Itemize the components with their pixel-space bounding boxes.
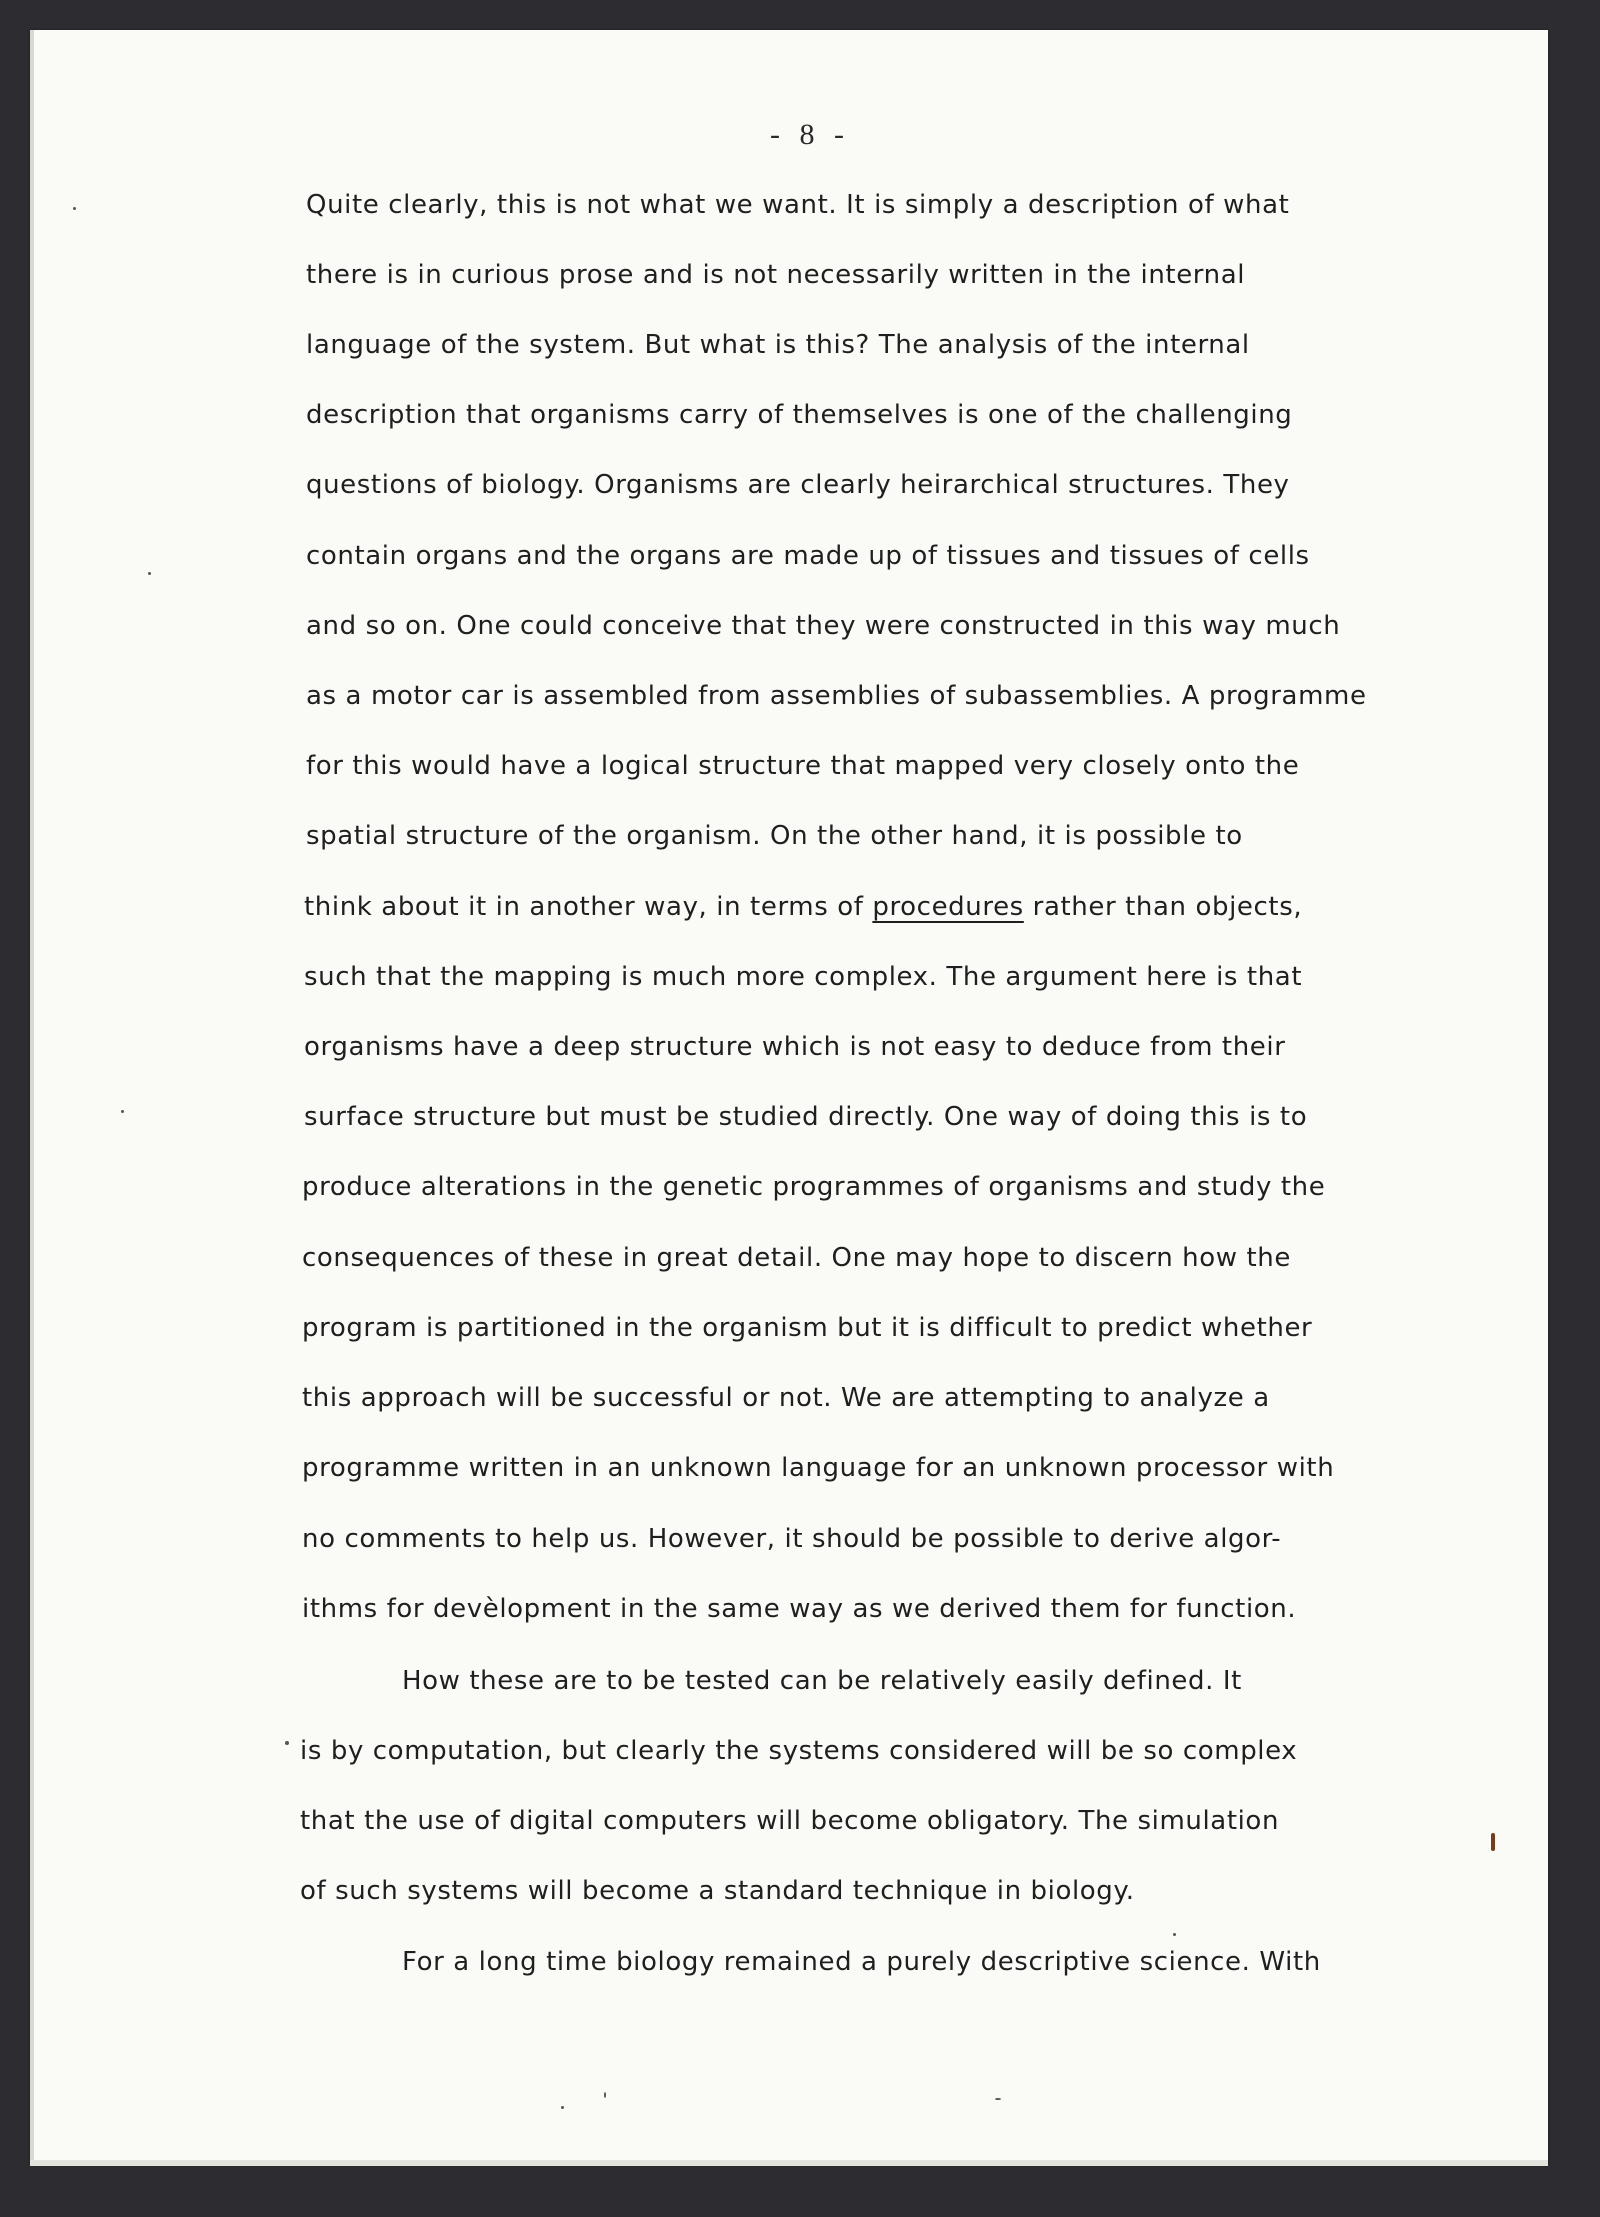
text-line: How these are to be tested can be relatively easily defined. It — [402, 1666, 1242, 1696]
scan-speck — [995, 2098, 1001, 2100]
text-line: questions of biology. Organisms are clearly heirarchical structures. They — [306, 470, 1290, 500]
text-line: spatial structure of the organism. On the other hand, it is possible to — [306, 821, 1243, 851]
text-line: such that the mapping is much more complex. The argument here is that — [304, 962, 1303, 992]
scan-speck — [285, 1741, 289, 1745]
scan-speck — [73, 207, 76, 210]
text-line: no comments to help us. However, it should be possible to derive algor- — [302, 1524, 1282, 1554]
text-line — [304, 892, 1302, 922]
page-number: - 8 - — [770, 118, 850, 151]
text-line: language of the system. But what is this? The analysis of the internal — [306, 330, 1250, 360]
text-line: this approach will be successful or not. We are attempting to analyze a — [302, 1383, 1270, 1413]
text-line: programme written in an unknown language for an unknown processor with — [302, 1453, 1335, 1483]
text-line: produce alterations in the genetic programmes of organisms and study the — [302, 1172, 1326, 1202]
text-line: contain organs and the organs are made up of tissues and tissues of cells — [306, 541, 1310, 571]
scan-speck — [148, 572, 151, 575]
scan-speck — [561, 2106, 564, 2109]
text-line: surface structure but must be studied directly. One way of doing this is to — [304, 1102, 1308, 1132]
text-line: and so on. One could conceive that they were constructed in this way much — [306, 611, 1341, 641]
scan-speck — [604, 2092, 606, 2098]
text-line: description that organisms carry of themselves is one of the challenging — [306, 400, 1293, 430]
text-line: there is in curious prose and is not necessarily written in the internal — [306, 260, 1246, 290]
text-segment: rather than objects, — [1023, 892, 1303, 922]
text-line: For a long time biology remained a purely descriptive science. With — [402, 1947, 1321, 1977]
paper-left-edge — [30, 30, 34, 2165]
underlined-word: procedures — [872, 892, 1024, 922]
text-line: Quite clearly, this is not what we want. It is simply a description of what — [306, 190, 1290, 220]
text-line: as a motor car is assembled from assemblies of subassemblies. A programme — [306, 681, 1367, 711]
paper-bottom-edge — [30, 2160, 1548, 2166]
scan-speck — [121, 1110, 124, 1113]
text-line: program is partitioned in the organism but it is difficult to predict whether — [302, 1313, 1313, 1343]
scan-stain-mark — [1491, 1833, 1495, 1851]
text-segment: think about it in another way, in terms of — [304, 892, 873, 922]
text-line: is by computation, but clearly the systems considered will be so complex — [300, 1736, 1298, 1766]
scan-speck — [1173, 1933, 1176, 1936]
text-line: consequences of these in great detail. One may hope to discern how the — [302, 1243, 1291, 1273]
text-line: for this would have a logical structure that mapped very closely onto the — [306, 751, 1300, 781]
text-line: of such systems will become a standard technique in biology. — [300, 1876, 1135, 1906]
text-line: that the use of digital computers will become obligatory. The simulation — [300, 1806, 1280, 1836]
text-line: organisms have a deep structure which is not easy to deduce from their — [304, 1032, 1286, 1062]
text-line: ithms for devèlopment in the same way as we derived them for function. — [302, 1594, 1297, 1624]
